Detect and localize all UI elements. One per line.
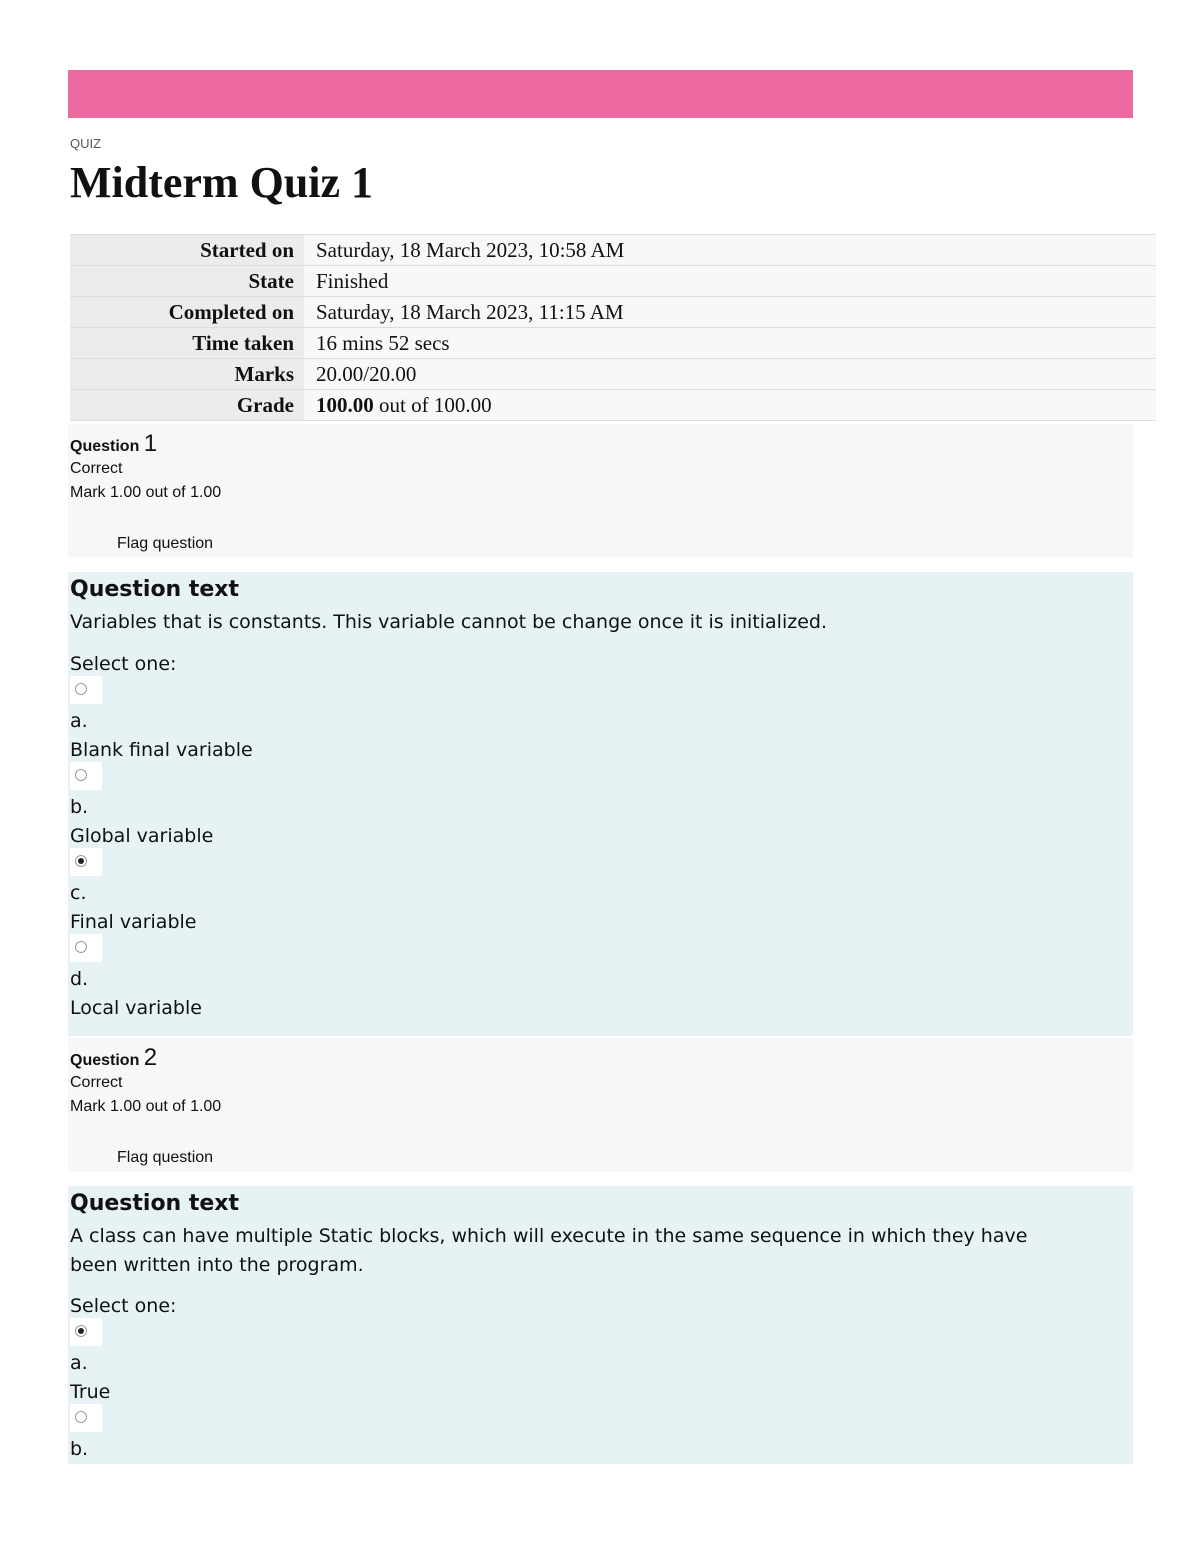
summary-label: Time taken (70, 328, 304, 359)
option-a-radio[interactable] (70, 1318, 102, 1346)
question-grade: Mark 1.00 out of 1.00 (70, 484, 222, 501)
question-2-content (68, 1186, 1133, 1464)
option-b-letter: b. (70, 1438, 89, 1460)
summary-value: Finished (304, 266, 1156, 297)
summary-row-grade (70, 390, 1156, 421)
option-a-letter: a. (70, 710, 88, 732)
summary-label: Completed on (70, 297, 304, 328)
question-number (70, 430, 157, 458)
summary-row (70, 266, 1156, 297)
summary-value: Saturday, 18 March 2023, 10:58 AM (304, 235, 1156, 266)
summary-grade-value (304, 390, 1156, 421)
option-a-text: True (70, 1381, 111, 1403)
grade-total: out of 100.00 (373, 392, 492, 417)
option-d-text: Local variable (70, 997, 202, 1019)
radio-checked-icon (75, 1325, 87, 1337)
select-one-label: Select one: (70, 653, 177, 675)
option-c-radio[interactable] (70, 848, 102, 876)
question-text: A class can have multiple Static blocks, which will execute in the same sequence in which they have been written into the program. (70, 1225, 1028, 1276)
summary-label: Started on (70, 235, 304, 266)
summary-value: 20.00/20.00 (304, 359, 1156, 390)
option-c-letter: c. (70, 882, 87, 904)
radio-icon (75, 941, 87, 953)
option-b-text: Global variable (70, 825, 214, 847)
question-text: Variables that is constants. This variable cannot be change once it is initialized. (70, 611, 827, 633)
page-label: QUIZ (70, 136, 102, 151)
header-banner (68, 70, 1133, 118)
summary-label: Marks (70, 359, 304, 390)
flag-question-button[interactable]: Flag question (117, 535, 214, 552)
summary-row (70, 359, 1156, 390)
option-a-letter: a. (70, 1352, 88, 1374)
question-grade: Mark 1.00 out of 1.00 (70, 1098, 222, 1115)
question-number-value: 2 (143, 1044, 158, 1071)
option-b-radio[interactable] (70, 1404, 102, 1432)
summary-value: 16 mins 52 secs (304, 328, 1156, 359)
radio-icon (75, 683, 87, 695)
quiz-summary-table (70, 234, 1156, 421)
option-d-letter: d. (70, 968, 89, 990)
question-1-info (68, 424, 1133, 558)
page-title: Midterm Quiz 1 (70, 158, 374, 207)
option-a-radio[interactable] (70, 676, 102, 704)
option-b-radio[interactable] (70, 762, 102, 790)
question-prefix: Question (70, 1052, 144, 1069)
option-c-text: Final variable (70, 911, 197, 933)
option-a-text: Blank final variable (70, 739, 253, 761)
radio-icon (75, 769, 87, 781)
grade-score: 100.00 (316, 392, 374, 417)
summary-row (70, 328, 1156, 359)
radio-checked-icon (75, 855, 87, 867)
question-number-value: 1 (143, 430, 158, 457)
summary-row (70, 297, 1156, 328)
select-one-label: Select one: (70, 1295, 177, 1317)
summary-value: Saturday, 18 March 2023, 11:15 AM (304, 297, 1156, 328)
option-d-radio[interactable] (70, 934, 102, 962)
summary-label: Grade (70, 390, 304, 421)
question-prefix: Question (70, 438, 144, 455)
question-1-content (68, 572, 1133, 1036)
summary-row (70, 235, 1156, 266)
question-state: Correct (70, 460, 123, 477)
radio-icon (75, 1411, 87, 1423)
option-b-letter: b. (70, 796, 89, 818)
summary-label: State (70, 266, 304, 297)
question-text-heading: Question text (70, 1191, 240, 1216)
question-state: Correct (70, 1074, 123, 1091)
question-text-heading: Question text (70, 577, 240, 602)
question-2-info (68, 1038, 1133, 1172)
flag-question-button[interactable]: Flag question (117, 1149, 214, 1166)
question-number (70, 1044, 157, 1072)
